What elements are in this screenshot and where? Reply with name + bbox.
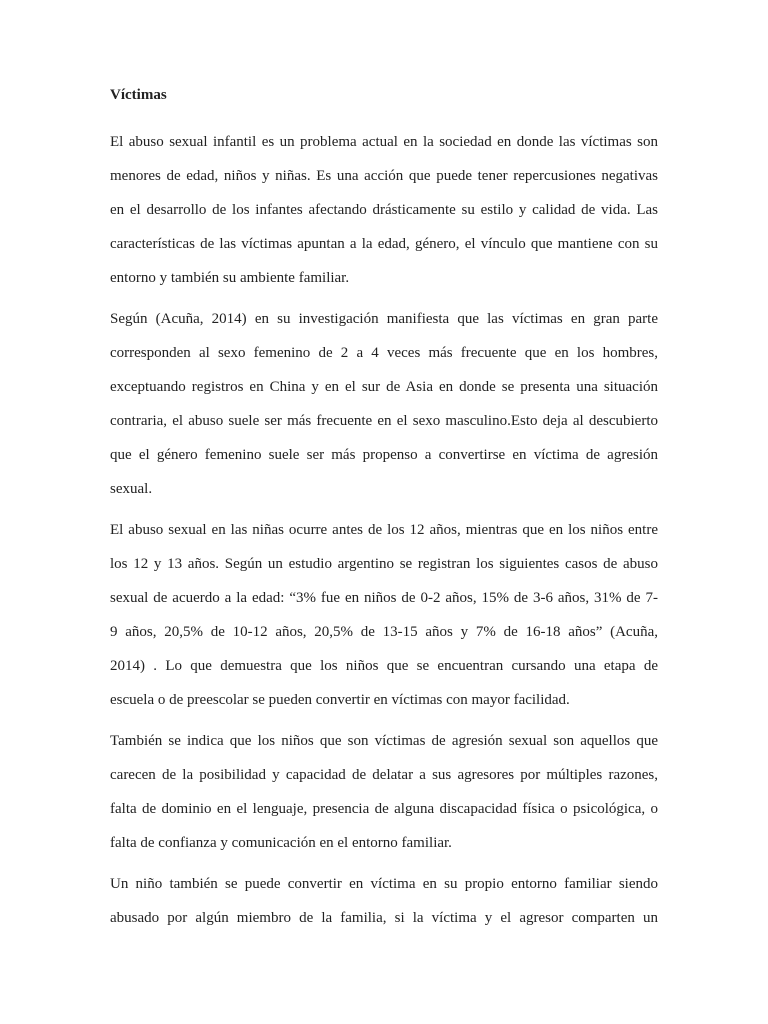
text-line: escuela o de preescolar se pueden convertir en víctimas con mayor facilidad. [110,692,570,708]
text-line: 9 años, 20,5% de 10-12 años, 20,5% de 13-15 años y 7% de 16-18 años” (Acuña, [110,624,658,640]
paragraph-4 [110,724,658,860]
text-line: El abuso sexual infantil es un problema actual en la sociedad en donde las víctimas son [110,134,658,150]
text-line: características de las víctimas apuntan a la edad, género, el vínculo que mantiene con su [110,236,658,252]
text-line: los 12 y 13 años. Según un estudio argentino se registran los siguientes casos de abuso [110,556,658,572]
text-line: Un niño también se puede convertir en víctima en su propio entorno familiar siendo [110,876,658,892]
paragraph-1 [110,125,658,295]
text-line: falta de dominio en el lenguaje, presencia de alguna discapacidad física o psicológica, o [110,801,658,817]
text-line: sexual de acuerdo a la edad: “3% fue en niños de 0-2 años, 15% de 3-6 años, 31% de 7- [110,590,658,606]
text-line: menores de edad, niños y niñas. Es una acción que puede tener repercusiones negativas [110,168,658,184]
paragraph-5 [110,867,658,935]
text-line: carecen de la posibilidad y capacidad de delatar a sus agresores por múltiples razones, [110,767,658,783]
section-heading: Víctimas [110,87,167,103]
text-line: sexual. [110,481,153,497]
text-line: exceptuando registros en China y en el sur de Asia en donde se presenta una situación [110,379,658,395]
text-line: 2014) . Lo que demuestra que los niños que se encuentran cursando una etapa de [110,658,658,674]
text-line: en el desarrollo de los infantes afectando drásticamente su estilo y calidad de vida. Las [110,202,658,218]
text-line: El abuso sexual en las niñas ocurre antes de los 12 años, mientras que en los niños entre [110,522,658,538]
text-line: corresponden al sexo femenino de 2 a 4 veces más frecuente que en los hombres, [110,345,658,361]
text-line: También se indica que los niños que son víctimas de agresión sexual son aquellos que [110,733,658,749]
text-line: Según (Acuña, 2014) en su investigación manifiesta que las víctimas en gran parte [110,311,658,327]
text-line: entorno y también su ambiente familiar. [110,270,350,286]
text-line: falta de confianza y comunicación en el entorno familiar. [110,835,452,851]
text-line: abusado por algún miembro de la familia, si la víctima y el agresor comparten un [110,910,658,926]
text-line: contraria, el abuso suele ser más frecuente en el sexo masculino.Esto deja al descubierto [110,413,658,429]
text-line: que el género femenino suele ser más propenso a convertirse en víctima de agresión [110,447,658,463]
document-body [110,84,658,942]
paragraph-3 [110,513,658,717]
paragraph-2 [110,302,658,506]
